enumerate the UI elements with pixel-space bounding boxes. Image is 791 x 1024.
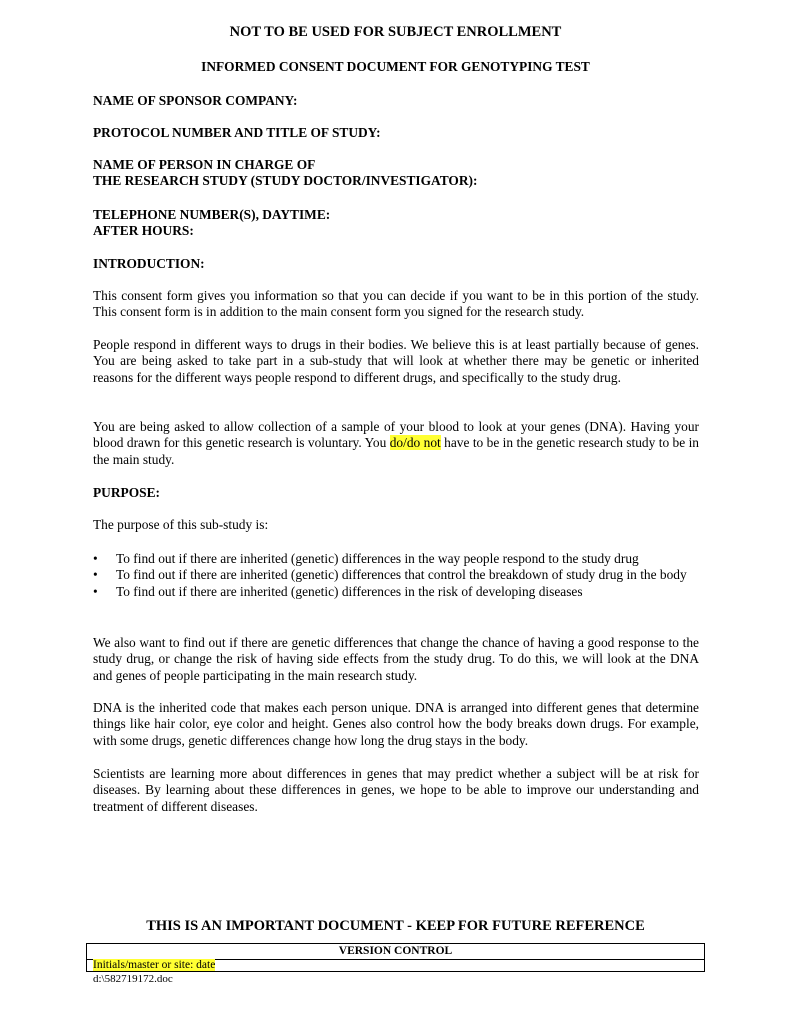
purpose-lead: The purpose of this sub-study is: bbox=[93, 517, 269, 532]
list-item-text: To find out if there are inherited (genetic) differences in the way people respond to the study drug bbox=[116, 551, 639, 566]
bullet-icon: • bbox=[93, 583, 98, 599]
version-control-row bbox=[93, 959, 215, 972]
protocol-field: PROTOCOL NUMBER AND TITLE OF STUDY: bbox=[93, 125, 381, 140]
document-title: INFORMED CONSENT DOCUMENT FOR GENOTYPING TEST bbox=[201, 59, 590, 74]
purpose-paragraph-1: We also want to find out if there are genetic differences that change the chance of having a good response to the study drug, or change the risk of having side effects from the study drug. To do this, we will look at the DNA and genes of people participating in the main research study. bbox=[93, 635, 699, 683]
list-item bbox=[93, 551, 699, 567]
purpose-heading: PURPOSE: bbox=[93, 485, 160, 500]
enrollment-warning: NOT TO BE USED FOR SUBJECT ENROLLMENT bbox=[229, 24, 562, 40]
bullet-icon: • bbox=[93, 567, 98, 583]
list-item bbox=[93, 567, 699, 583]
purpose-bullet-list bbox=[93, 551, 699, 600]
bullet-icon: • bbox=[93, 551, 98, 566]
version-control-table bbox=[86, 943, 705, 972]
investigator-field-line1: NAME OF PERSON IN CHARGE OF bbox=[93, 157, 316, 172]
investigator-field-line2: THE RESEARCH STUDY (STUDY DOCTOR/INVESTIGATOR): bbox=[93, 173, 478, 189]
introduction-heading: INTRODUCTION: bbox=[93, 256, 205, 271]
telephone-field bbox=[93, 207, 699, 240]
list-item-text: To find out if there are inherited (genetic) differences in the risk of developing diseases bbox=[116, 583, 583, 599]
version-control-heading: VERSION CONTROL bbox=[87, 944, 704, 960]
introduction-paragraph-1: This consent form gives you information so that you can decide if you want to be in this portion of the study. This consent form is in addition to the main consent form you signed for the research study. bbox=[93, 288, 699, 320]
list-item bbox=[93, 584, 699, 600]
version-initials-date-field: Initials/master or site: date bbox=[93, 959, 216, 971]
investigator-field bbox=[93, 157, 699, 190]
introduction-paragraph-3 bbox=[93, 419, 699, 468]
purpose-paragraph-3: Scientists are learning more about differences in genes that may predict whether a subject will be at risk for diseases. By learning about these differences in genes, we hope to be able to improve our understanding and treatment of different diseases. bbox=[93, 766, 699, 814]
keep-for-reference-notice: THIS IS AN IMPORTANT DOCUMENT - KEEP FOR FUTURE REFERENCE bbox=[146, 918, 645, 934]
purpose-paragraph-2: DNA is the inherited code that makes each person unique. DNA is arranged into different genes that determine things like hair color, eye color and height. Genes also control how the body breaks down drugs. For example, with some drugs, genetic differences change how long the drug stays in the body. bbox=[93, 700, 699, 748]
sponsor-field: NAME OF SPONSOR COMPANY: bbox=[93, 93, 298, 108]
telephone-after-hours-label: AFTER HOURS: bbox=[93, 223, 194, 239]
paragraph-3-text-end: have to be in the genetic research study to be in the main study. bbox=[93, 435, 699, 467]
do-do-not-highlight: do/do not bbox=[389, 435, 441, 451]
introduction-paragraph-2: People respond in different ways to drugs in their bodies. We believe this is at least partially because of genes. You are being asked to take part in a sub-study that will look at whether there may be genetic or inherited reasons for the different ways people respond to different drugs, and specifically to the study drug. bbox=[93, 337, 699, 385]
paragraph-3-text-start: You are being asked to allow collection of a sample of your blood to look at your genes (DNA). Having your blood drawn for this genetic research is voluntary. You bbox=[93, 419, 699, 451]
telephone-daytime-label: TELEPHONE NUMBER(S), DAYTIME: bbox=[93, 207, 331, 222]
list-item-text: To find out if there are inherited (genetic) differences that control the breakdown of study drug in the body bbox=[116, 567, 687, 583]
document-filename: d:\582719172.doc bbox=[93, 973, 173, 985]
